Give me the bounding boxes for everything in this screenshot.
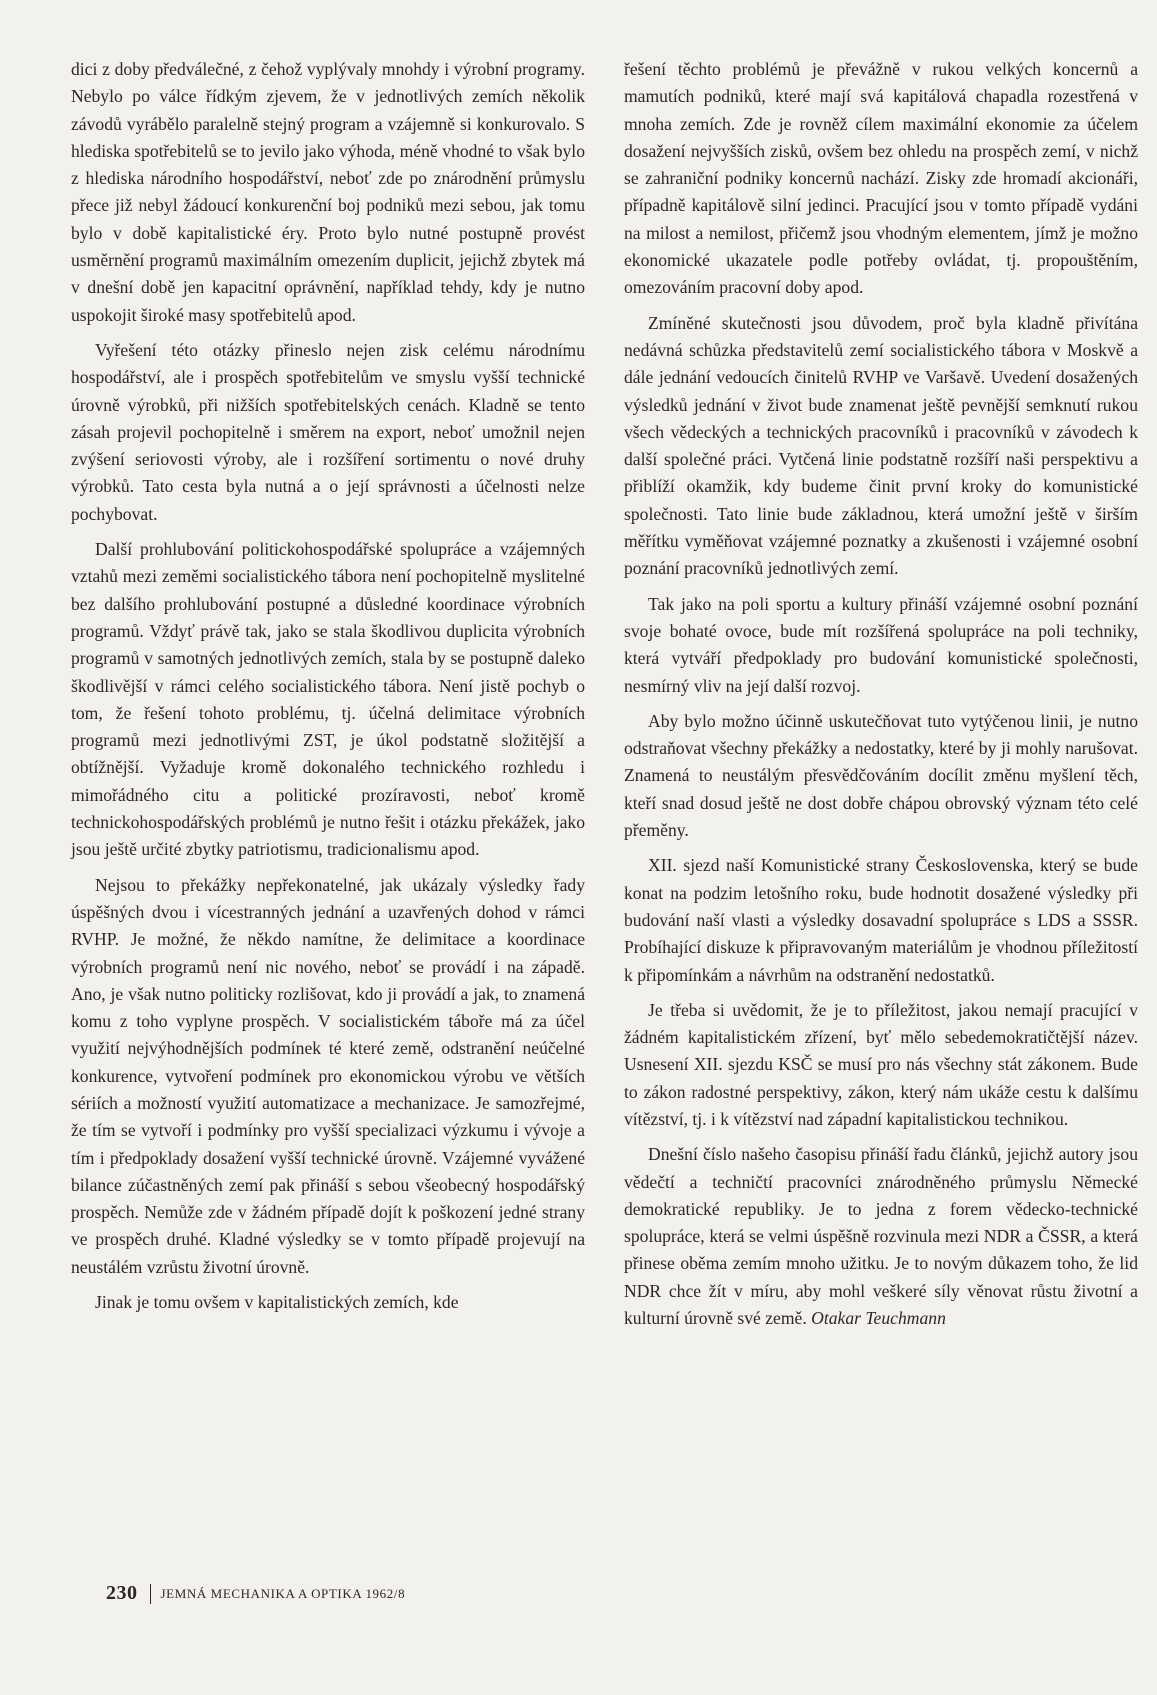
paragraph: Zmíněné skutečnosti jsou důvodem, proč byla kladně přivítána nedávná schůzka představitelů zemí socialistického tábora v Moskvě a dále jednání vedoucích činitelů RVHP ve Varšavě. Uvedení dosažených výsledků jednání v život bude znamenat ještě pevnější semknutí rukou všech vědeckých a technických pracovníků i pracovníků v závodech k další společné práci. Vytčená linie podstatně rozšíří naši perspektivu a přiblíží okamžik, kdy budeme činit první kroky do komunistické společnosti. Tato linie bude základnou, která umožní ještě v širším měřítku vyměňovat vzájemné poznatky a zkušenosti i vzájemné osobní poznání pracovníků jednotlivých zemí. bbox=[624, 312, 1138, 579]
paragraph: dici z doby předválečné, z čehož vyplývaly mnohdy i výrobní programy. Nebylo po válce řídkým zjevem, že v jednotlivých zemích několik závodů vyrábělo paralelně stejný program a vzájemně si konkurovalo. S hlediska spotřebitelů se to jevilo jako výhoda, méně vhodné to však bylo z hlediska národního hospodářství, neboť zde po znárodnění průmyslu přece již nebyl žádoucí konkurenční boj podniků mezi sebou, jak tomu bylo v době kapitalistické éry. Proto bylo nutné postupně provést usměrnění programů maximálním omezením duplicit, jejichž zbytek má v dnešní době jen kapacitní oprávnění, například tehdy, kdy je nutno uspokojit široké masy spotřebitelů apod. bbox=[71, 59, 585, 325]
paragraph-with-signature bbox=[624, 1141, 1138, 1332]
paragraph: Tak jako na poli sportu a kultury přináší vzájemné osobní poznání svoje bohaté ovoce, bude mít rozšířená spolupráce na poli techniky, která vytváří předpoklady pro budování komunistické společnosti, nesmírný vliv na její další rozvoj. bbox=[624, 593, 1138, 696]
paragraph: Nejsou to překážky nepřekonatelné, jak ukázaly výsledky řady úspěšných dvou i vícestranných jednání a uzavřených dohod v rámci RVHP. Je možné, že někdo namítne, že delimitace a koordinace výrobních programů není nic nového, neboť se provádí i na západě. Ano, je však nutno politicky rozlišovat, kdo ji provádí a jak, to znamená komu z toho vyplyne prospěch. V socialistickém táboře má za účel využití nejvýhodnějších podmínek té které země, odstranění neúčelné konkurence, vytvoření podmínek pro ekonomickou výrobu ve větších sériích a možností využití automatizace a mechanizace. Je samozřejmé, že tím se vytvoří i podmínky pro vyšší specializaci výzkumu i vývoje a tím i předpoklady dosažení vyšší technické úrovně. Vzájemné vyvážené bilance zúčastněných zemí pak přináší s sebou všeobecný hospodářský prospěch. Nemůže zde v žádném případě dojít k poškození jedné strany ve prospěch druhé. Kladné výsledky se v tomto případě projevují na neustálém vzrůstu životní úrovně. bbox=[71, 874, 585, 1277]
right-text-column bbox=[624, 56, 1138, 1340]
paragraph: Jinak je tomu ovšem v kapitalistických zemích, kde bbox=[95, 1292, 459, 1313]
paragraph: Je třeba si uvědomit, že je to příležitost, jakou nemají pracující v žádném kapitalistickém zřízení, byť mělo sebedemokratičtější název. Usnesení XII. sjezdu KSČ se musí pro nás všechny stát zákonem. Bude to zákon radostné perspektivy, zákon, který nám ukáže cestu k dalšímu vítězství, tj. i k vítězství nad západní kapitalistickou technikou. bbox=[624, 999, 1138, 1129]
paragraph: Další prohlubování politickohospodářské spolupráce a vzájemných vztahů mezi zeměmi socialistického tábora není pochopitelně myslitelné bez dalšího prohlubování postupné a důsledné koordinace výrobních programů. Vždyť právě tak, jako se stala škodlivou duplicita výrobních programů v samotných jednotlivých zemích, stala by se postupně daleko škodlivější v rámci celého socialistického tábora. Není jistě pochyb o tom, že řešení tohoto problému, tj. účelná delimitace výrobních programů mezi jednotlivými ZST, je úkol podstatně složitější a obtížnější. Vyžaduje kromě dokonalého technického rozhledu i mimořádného citu a politické prozíravosti, neboť kromě technickohospodářských problémů je nutno řešit i otázku překážek, jako jsou ještě určité zbytky patriotismu, tradicionalismu apod. bbox=[71, 539, 585, 860]
paragraph-text: Dnešní číslo našeho časopisu přináší řadu článků, jejichž autory jsou vědečtí a techničtí pracovníci znárodněného průmyslu Německé demokratické republiky. Je to jedna z forem vědecko-technické spolupráce, která se velmi úspěšně rozvinula mezi NDR a ČSSR, a která přinese oběma zemím mnoho užitku. Je to novým důkazem toho, že lid NDR chce žít v míru, aby mohl veškeré síly věnovat růstu životní a kulturní úrovně své země. bbox=[624, 1144, 1138, 1329]
page-number: 230 bbox=[106, 1582, 138, 1604]
journal-title: JEMNÁ MECHANIKA A OPTIKA 1962/8 bbox=[160, 1585, 406, 1601]
left-text-column bbox=[71, 56, 585, 1324]
author-signature: Otakar Teuchmann bbox=[811, 1308, 946, 1329]
paragraph: Aby bylo možno účinně uskutečňovat tuto vytýčenou linii, je nutno odstraňovat všechny překážky a nedostatky, které by ji mohly narušovat. Znamená to neustálým přesvědčováním docílit změnu myšlení těch, kteří snad dosud ještě ne dost dobře chápou obrovský význam této celé přeměny. bbox=[624, 710, 1138, 841]
footer-divider bbox=[150, 1584, 151, 1604]
paragraph: řešení těchto problémů je převážně v rukou velkých koncernů a mamutích podniků, které mají svá kapitálová chapadla rozestřená v mnoha zemích. Zde je rovněž cílem maximální ekonomie za účelem dosažení nejvyšších zisků, ovšem bez ohledu na prospěch zemí, v nichž se zahraniční podniky koncernů nachází. Zisky zde hromadí akcionáři, případně kapitálově silní jedinci. Pracující jsou v tomto případě vydáni na milost a nemilost, přičemž jsou vhodným elementem, jímž je možno ekonomické ukazatele podle potřeby ovládat, tj. propouštěním, omezováním pracovní doby apod. bbox=[624, 59, 1138, 298]
page-footer bbox=[106, 1582, 405, 1605]
paragraph: XII. sjezd naší Komunistické strany Československa, který se bude konat na podzim letošního roku, bude hodnotit dosažené výsledky při budování naší vlasti a výsledky dosavadní spolupráce s LDS a SSSR. Probíhající diskuze k připravovaným materiálům je vhodnou příležitostí k připomínkám a návrhům na odstranění nedostatků. bbox=[624, 855, 1138, 985]
paragraph: Vyřešení této otázky přineslo nejen zisk celému národnímu hospodářství, ale i prospěch spotřebitelům ve smyslu vyšší technické úrovně výrobků, při nižších spotřebitelských cenách. Kladně se tento zásah projevil pochopitelně i směrem na export, neboť umožnil nejen zvýšení seriovosti výroby, ale i rozšíření sortimentu o nové druhy výrobků. Tato cesta byla nutná a o její správnosti a účelnosti nelze pochybovat. bbox=[71, 339, 585, 524]
